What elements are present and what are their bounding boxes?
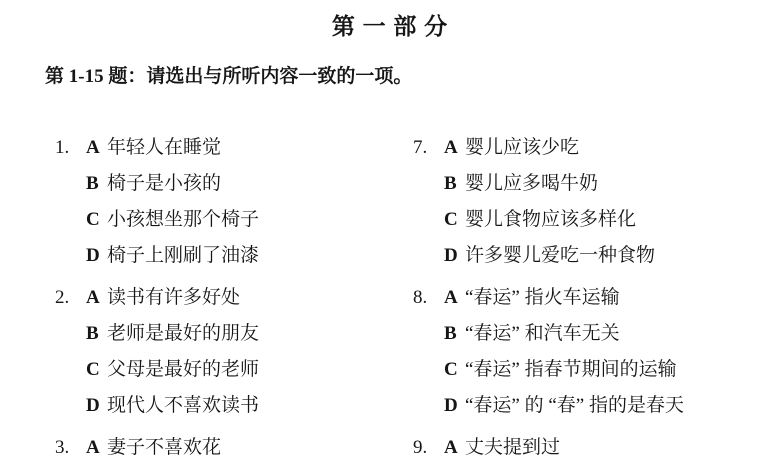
- option-text: 父母是最好的老师: [107, 359, 260, 380]
- questions-area: [0, 130, 780, 472]
- option-letter: D: [86, 245, 100, 266]
- question: [413, 430, 780, 466]
- option-row: [444, 280, 780, 316]
- option-letter: C: [444, 359, 458, 380]
- option-letter: B: [444, 173, 457, 194]
- question: [55, 430, 413, 466]
- question: [55, 280, 413, 424]
- option-row: [86, 202, 413, 238]
- option-row: [444, 388, 780, 424]
- options-list: [86, 280, 413, 424]
- option-row: [444, 430, 780, 466]
- question-number: 2.: [55, 287, 70, 308]
- option-letter: B: [86, 323, 99, 344]
- question: [413, 130, 780, 274]
- question-number: 7.: [413, 137, 428, 158]
- option-text: 读书有许多好处: [107, 287, 241, 308]
- option-letter: D: [444, 245, 458, 266]
- option-letter: A: [86, 437, 100, 458]
- option-row: [86, 166, 413, 202]
- option-text: 椅子是小孩的: [107, 173, 222, 194]
- option-text: “春运” 的 “春” 指的是春天: [465, 395, 684, 416]
- option-text: “春运” 指火车运输: [465, 287, 620, 308]
- option-letter: A: [86, 287, 100, 308]
- questions-column-right: [413, 130, 780, 472]
- option-letter: B: [444, 323, 457, 344]
- option-text: 老师是最好的朋友: [107, 323, 260, 344]
- option-text: “春运” 指春节期间的运输: [465, 359, 677, 380]
- option-letter: C: [444, 209, 458, 230]
- question-number: 9.: [413, 437, 428, 458]
- options-list: [444, 130, 780, 274]
- option-letter: A: [444, 437, 458, 458]
- option-letter: C: [86, 209, 100, 230]
- option-row: [86, 388, 413, 424]
- option-text: 椅子上刚刷了油漆: [107, 245, 260, 266]
- option-text: 许多婴儿爱吃一种食物: [465, 245, 656, 266]
- option-text: 小孩想坐那个椅子: [107, 209, 260, 230]
- section-title: 第 一 部 分: [331, 14, 449, 39]
- option-row: [444, 202, 780, 238]
- question: [55, 130, 413, 274]
- option-row: [86, 130, 413, 166]
- option-row: [444, 238, 780, 274]
- option-text: 丈夫提到过: [465, 437, 561, 458]
- option-letter: D: [86, 395, 100, 416]
- option-letter: A: [86, 137, 100, 158]
- option-text: 妻子不喜欢花: [107, 437, 222, 458]
- options-list: [444, 430, 780, 466]
- option-letter: D: [444, 395, 458, 416]
- option-letter: A: [444, 137, 458, 158]
- option-text: 婴儿应该少吃: [465, 137, 580, 158]
- option-text: 年轻人在睡觉: [107, 137, 222, 158]
- option-row: [86, 238, 413, 274]
- option-text: “春运” 和汽车无关: [465, 323, 620, 344]
- option-text: 婴儿食物应该多样化: [465, 209, 637, 230]
- instruction-line: 第 1-15 题：请选出与所听内容一致的一项。: [45, 66, 413, 87]
- option-letter: B: [86, 173, 99, 194]
- question-number: 8.: [413, 287, 428, 308]
- option-text: 现代人不喜欢读书: [107, 395, 260, 416]
- option-row: [444, 316, 780, 352]
- option-row: [444, 166, 780, 202]
- option-row: [86, 316, 413, 352]
- option-row: [86, 280, 413, 316]
- options-list: [86, 430, 413, 466]
- options-list: [86, 130, 413, 274]
- questions-column-left: [55, 130, 413, 472]
- option-row: [444, 352, 780, 388]
- option-text: 婴儿应多喝牛奶: [465, 173, 599, 194]
- option-letter: C: [86, 359, 100, 380]
- question-number: 3.: [55, 437, 70, 458]
- option-row: [86, 430, 413, 466]
- question: [413, 280, 780, 424]
- option-row: [444, 130, 780, 166]
- options-list: [444, 280, 780, 424]
- option-letter: A: [444, 287, 458, 308]
- question-number: 1.: [55, 137, 70, 158]
- option-row: [86, 352, 413, 388]
